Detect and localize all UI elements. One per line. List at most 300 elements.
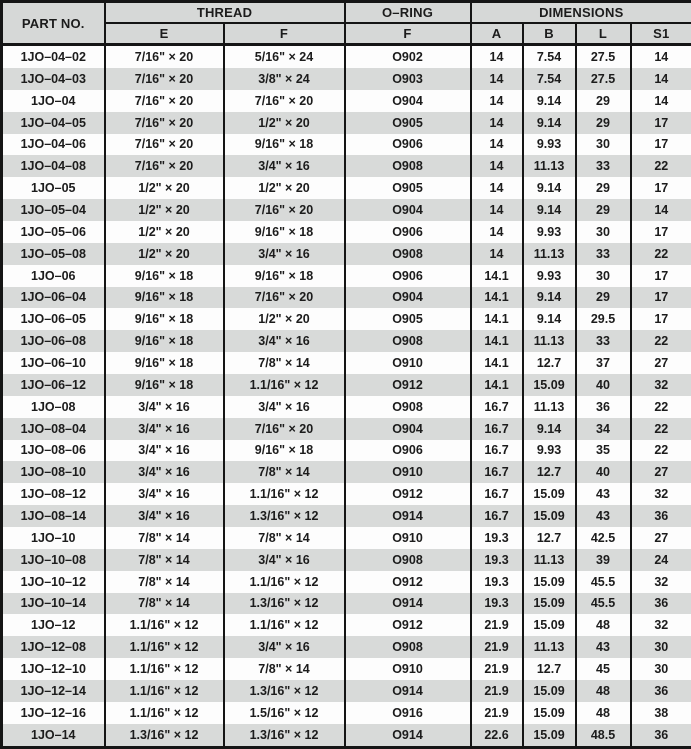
dim-s1-cell: 17 <box>631 177 691 199</box>
dim-l-cell: 29 <box>576 287 631 309</box>
thread-e-cell: 7/16" × 20 <box>105 90 224 112</box>
dim-l-cell: 45.5 <box>576 571 631 593</box>
dim-b-cell: 7.54 <box>523 68 576 90</box>
table-row <box>2 330 691 352</box>
thread-f-cell: 7/16" × 20 <box>224 199 345 221</box>
table-row <box>2 614 691 636</box>
oring-f-cell: O910 <box>345 527 471 549</box>
dim-b-cell: 15.09 <box>523 614 576 636</box>
dim-b-cell: 12.7 <box>523 352 576 374</box>
thread-f-cell: 1.5/16" × 12 <box>224 702 345 724</box>
part-no-cell: 1JO–06–05 <box>2 308 105 330</box>
thread-e-cell: 1.1/16" × 12 <box>105 636 224 658</box>
dim-b-cell: 9.14 <box>523 90 576 112</box>
oring-f-cell: O904 <box>345 287 471 309</box>
oring-f-cell: O904 <box>345 418 471 440</box>
dim-b-cell: 9.14 <box>523 112 576 134</box>
header-dim-a: A <box>471 23 523 45</box>
dim-a-cell: 14.1 <box>471 287 523 309</box>
dim-a-cell: 16.7 <box>471 483 523 505</box>
dim-l-cell: 40 <box>576 374 631 396</box>
part-no-cell: 1JO–14 <box>2 724 105 748</box>
dim-s1-cell: 27 <box>631 527 691 549</box>
dim-l-cell: 33 <box>576 330 631 352</box>
table-row <box>2 177 691 199</box>
dim-s1-cell: 14 <box>631 199 691 221</box>
dim-s1-cell: 32 <box>631 614 691 636</box>
thread-f-cell: 7/16" × 20 <box>224 90 345 112</box>
dim-l-cell: 30 <box>576 221 631 243</box>
dim-s1-cell: 24 <box>631 549 691 571</box>
thread-e-cell: 7/8" × 14 <box>105 571 224 593</box>
oring-f-cell: O905 <box>345 308 471 330</box>
oring-f-cell: O902 <box>345 45 471 68</box>
dim-b-cell: 9.14 <box>523 287 576 309</box>
thread-f-cell: 9/16" × 18 <box>224 265 345 287</box>
oring-f-cell: O908 <box>345 396 471 418</box>
table-row <box>2 45 691 68</box>
dim-s1-cell: 27 <box>631 352 691 374</box>
dim-b-cell: 12.7 <box>523 461 576 483</box>
table-row <box>2 549 691 571</box>
part-no-cell: 1JO–12–14 <box>2 680 105 702</box>
thread-e-cell: 7/16" × 20 <box>105 68 224 90</box>
oring-f-cell: O912 <box>345 614 471 636</box>
header-dim-l: L <box>576 23 631 45</box>
thread-f-cell: 3/4" × 16 <box>224 396 345 418</box>
dim-l-cell: 48 <box>576 702 631 724</box>
part-no-cell: 1JO–05–08 <box>2 243 105 265</box>
dim-a-cell: 14 <box>471 134 523 156</box>
thread-f-cell: 1.3/16" × 12 <box>224 724 345 748</box>
dim-b-cell: 15.09 <box>523 724 576 748</box>
table-row <box>2 308 691 330</box>
dim-s1-cell: 14 <box>631 45 691 68</box>
part-no-cell: 1JO–04 <box>2 90 105 112</box>
dim-l-cell: 48 <box>576 614 631 636</box>
dim-l-cell: 29 <box>576 90 631 112</box>
thread-e-cell: 3/4" × 16 <box>105 396 224 418</box>
table-row <box>2 702 691 724</box>
table-row <box>2 112 691 134</box>
table-body <box>2 45 691 748</box>
dim-l-cell: 37 <box>576 352 631 374</box>
part-no-cell: 1JO–08–12 <box>2 483 105 505</box>
part-no-cell: 1JO–10 <box>2 527 105 549</box>
table-row <box>2 636 691 658</box>
dim-l-cell: 35 <box>576 440 631 462</box>
oring-f-cell: O908 <box>345 243 471 265</box>
table-row <box>2 374 691 396</box>
thread-f-cell: 1.1/16" × 12 <box>224 483 345 505</box>
table-row <box>2 265 691 287</box>
dim-a-cell: 16.7 <box>471 505 523 527</box>
oring-f-cell: O908 <box>345 330 471 352</box>
table-row <box>2 352 691 374</box>
thread-f-cell: 5/16" × 24 <box>224 45 345 68</box>
dim-a-cell: 14 <box>471 155 523 177</box>
dim-b-cell: 11.13 <box>523 396 576 418</box>
oring-f-cell: O906 <box>345 221 471 243</box>
dim-b-cell: 12.7 <box>523 658 576 680</box>
thread-f-cell: 3/8" × 24 <box>224 68 345 90</box>
thread-f-cell: 3/4" × 16 <box>224 155 345 177</box>
dim-s1-cell: 36 <box>631 680 691 702</box>
thread-f-cell: 7/8" × 14 <box>224 461 345 483</box>
dim-l-cell: 40 <box>576 461 631 483</box>
thread-e-cell: 1/2" × 20 <box>105 243 224 265</box>
dim-l-cell: 30 <box>576 134 631 156</box>
dim-s1-cell: 32 <box>631 374 691 396</box>
part-no-cell: 1JO–08–06 <box>2 440 105 462</box>
dim-a-cell: 19.3 <box>471 549 523 571</box>
dim-a-cell: 14.1 <box>471 265 523 287</box>
table-row <box>2 155 691 177</box>
thread-f-cell: 1.1/16" × 12 <box>224 374 345 396</box>
thread-e-cell: 9/16" × 18 <box>105 287 224 309</box>
part-no-cell: 1JO–04–08 <box>2 155 105 177</box>
oring-f-cell: O906 <box>345 134 471 156</box>
part-no-cell: 1JO–05 <box>2 177 105 199</box>
part-no-cell: 1JO–12–08 <box>2 636 105 658</box>
part-no-cell: 1JO–10–14 <box>2 593 105 615</box>
dim-a-cell: 14 <box>471 68 523 90</box>
dim-a-cell: 14 <box>471 90 523 112</box>
dim-b-cell: 9.93 <box>523 440 576 462</box>
thread-e-cell: 1/2" × 20 <box>105 199 224 221</box>
dim-s1-cell: 17 <box>631 287 691 309</box>
oring-f-cell: O903 <box>345 68 471 90</box>
thread-e-cell: 3/4" × 16 <box>105 505 224 527</box>
header-thread-f: F <box>224 23 345 45</box>
dim-l-cell: 48.5 <box>576 724 631 748</box>
dim-b-cell: 11.13 <box>523 330 576 352</box>
oring-f-cell: O905 <box>345 112 471 134</box>
dim-s1-cell: 30 <box>631 658 691 680</box>
dim-b-cell: 15.09 <box>523 702 576 724</box>
dim-a-cell: 14 <box>471 221 523 243</box>
dim-s1-cell: 17 <box>631 265 691 287</box>
dim-a-cell: 19.3 <box>471 571 523 593</box>
thread-e-cell: 7/8" × 14 <box>105 549 224 571</box>
dim-a-cell: 16.7 <box>471 418 523 440</box>
header-thread-group: THREAD <box>105 2 345 24</box>
dim-l-cell: 39 <box>576 549 631 571</box>
header-oring-group: O–RING <box>345 2 471 24</box>
dim-b-cell: 15.09 <box>523 680 576 702</box>
table-row <box>2 418 691 440</box>
header-dim-b: B <box>523 23 576 45</box>
part-no-cell: 1JO–06 <box>2 265 105 287</box>
thread-f-cell: 7/8" × 14 <box>224 527 345 549</box>
oring-f-cell: O904 <box>345 199 471 221</box>
dim-a-cell: 14 <box>471 112 523 134</box>
part-no-cell: 1JO–04–02 <box>2 45 105 68</box>
dim-l-cell: 29.5 <box>576 308 631 330</box>
table-row <box>2 440 691 462</box>
table-row <box>2 680 691 702</box>
thread-e-cell: 9/16" × 18 <box>105 352 224 374</box>
table-row <box>2 505 691 527</box>
thread-e-cell: 7/8" × 14 <box>105 527 224 549</box>
dim-a-cell: 14.1 <box>471 374 523 396</box>
dim-a-cell: 14.1 <box>471 352 523 374</box>
dim-b-cell: 12.7 <box>523 527 576 549</box>
dim-l-cell: 33 <box>576 155 631 177</box>
table-row <box>2 287 691 309</box>
header-row-groups <box>2 2 691 24</box>
table-row <box>2 221 691 243</box>
dim-s1-cell: 14 <box>631 90 691 112</box>
thread-e-cell: 1/2" × 20 <box>105 177 224 199</box>
part-no-cell: 1JO–06–04 <box>2 287 105 309</box>
dim-s1-cell: 22 <box>631 330 691 352</box>
dim-l-cell: 42.5 <box>576 527 631 549</box>
table-row <box>2 461 691 483</box>
table-row <box>2 658 691 680</box>
table-row <box>2 593 691 615</box>
dim-s1-cell: 36 <box>631 505 691 527</box>
thread-e-cell: 9/16" × 18 <box>105 330 224 352</box>
thread-f-cell: 7/16" × 20 <box>224 287 345 309</box>
oring-f-cell: O908 <box>345 549 471 571</box>
dim-b-cell: 9.14 <box>523 308 576 330</box>
thread-e-cell: 1.3/16" × 12 <box>105 724 224 748</box>
oring-f-cell: O914 <box>345 724 471 748</box>
part-no-cell: 1JO–10–08 <box>2 549 105 571</box>
dim-b-cell: 9.93 <box>523 221 576 243</box>
dim-b-cell: 15.09 <box>523 593 576 615</box>
dim-a-cell: 21.9 <box>471 636 523 658</box>
table-row <box>2 527 691 549</box>
header-row-sub <box>2 23 691 45</box>
dim-a-cell: 16.7 <box>471 461 523 483</box>
thread-f-cell: 9/16" × 18 <box>224 440 345 462</box>
thread-f-cell: 3/4" × 16 <box>224 549 345 571</box>
dim-l-cell: 34 <box>576 418 631 440</box>
table-row <box>2 396 691 418</box>
dim-l-cell: 43 <box>576 636 631 658</box>
table-row <box>2 90 691 112</box>
dim-s1-cell: 22 <box>631 155 691 177</box>
dim-s1-cell: 22 <box>631 440 691 462</box>
part-no-cell: 1JO–12–10 <box>2 658 105 680</box>
thread-f-cell: 3/4" × 16 <box>224 243 345 265</box>
header-thread-e: E <box>105 23 224 45</box>
dim-b-cell: 15.09 <box>523 505 576 527</box>
dim-l-cell: 45.5 <box>576 593 631 615</box>
thread-f-cell: 3/4" × 16 <box>224 636 345 658</box>
dim-a-cell: 16.7 <box>471 396 523 418</box>
thread-f-cell: 7/8" × 14 <box>224 352 345 374</box>
dim-b-cell: 9.14 <box>523 418 576 440</box>
dim-l-cell: 27.5 <box>576 45 631 68</box>
dim-a-cell: 14 <box>471 45 523 68</box>
part-no-cell: 1JO–04–05 <box>2 112 105 134</box>
dim-b-cell: 15.09 <box>523 571 576 593</box>
table-row <box>2 571 691 593</box>
dim-b-cell: 9.14 <box>523 199 576 221</box>
dim-l-cell: 45 <box>576 658 631 680</box>
oring-f-cell: O906 <box>345 265 471 287</box>
dim-s1-cell: 36 <box>631 593 691 615</box>
dim-s1-cell: 32 <box>631 571 691 593</box>
dim-l-cell: 29 <box>576 177 631 199</box>
dim-l-cell: 33 <box>576 243 631 265</box>
dim-b-cell: 9.93 <box>523 134 576 156</box>
part-no-cell: 1JO–08 <box>2 396 105 418</box>
dim-a-cell: 14 <box>471 199 523 221</box>
oring-f-cell: O914 <box>345 505 471 527</box>
oring-f-cell: O910 <box>345 352 471 374</box>
dim-a-cell: 14.1 <box>471 308 523 330</box>
thread-e-cell: 3/4" × 16 <box>105 483 224 505</box>
dim-l-cell: 29 <box>576 112 631 134</box>
thread-e-cell: 1/2" × 20 <box>105 221 224 243</box>
dim-b-cell: 11.13 <box>523 549 576 571</box>
thread-f-cell: 1.3/16" × 12 <box>224 593 345 615</box>
dim-s1-cell: 38 <box>631 702 691 724</box>
dim-a-cell: 22.6 <box>471 724 523 748</box>
dim-a-cell: 14 <box>471 177 523 199</box>
thread-e-cell: 1.1/16" × 12 <box>105 658 224 680</box>
thread-e-cell: 3/4" × 16 <box>105 461 224 483</box>
header-oring-f: F <box>345 23 471 45</box>
dim-a-cell: 21.9 <box>471 614 523 636</box>
part-no-cell: 1JO–06–08 <box>2 330 105 352</box>
thread-f-cell: 1/2" × 20 <box>224 177 345 199</box>
dim-a-cell: 21.9 <box>471 680 523 702</box>
dim-s1-cell: 14 <box>631 68 691 90</box>
thread-e-cell: 1.1/16" × 12 <box>105 680 224 702</box>
thread-f-cell: 1/2" × 20 <box>224 308 345 330</box>
thread-e-cell: 1.1/16" × 12 <box>105 702 224 724</box>
thread-f-cell: 1.3/16" × 12 <box>224 680 345 702</box>
dim-s1-cell: 17 <box>631 221 691 243</box>
part-no-cell: 1JO–08–10 <box>2 461 105 483</box>
thread-e-cell: 9/16" × 18 <box>105 308 224 330</box>
thread-f-cell: 1.1/16" × 12 <box>224 614 345 636</box>
oring-f-cell: O912 <box>345 571 471 593</box>
dim-s1-cell: 17 <box>631 112 691 134</box>
dim-s1-cell: 22 <box>631 396 691 418</box>
thread-e-cell: 7/16" × 20 <box>105 134 224 156</box>
dim-b-cell: 9.14 <box>523 177 576 199</box>
dim-s1-cell: 32 <box>631 483 691 505</box>
dim-a-cell: 19.3 <box>471 527 523 549</box>
dim-l-cell: 48 <box>576 680 631 702</box>
dim-l-cell: 29 <box>576 199 631 221</box>
part-no-cell: 1JO–06–12 <box>2 374 105 396</box>
thread-e-cell: 7/8" × 14 <box>105 593 224 615</box>
thread-f-cell: 3/4" × 16 <box>224 330 345 352</box>
table-row <box>2 134 691 156</box>
oring-f-cell: O912 <box>345 483 471 505</box>
part-no-cell: 1JO–04–06 <box>2 134 105 156</box>
oring-f-cell: O904 <box>345 90 471 112</box>
oring-f-cell: O916 <box>345 702 471 724</box>
table-row <box>2 199 691 221</box>
dim-s1-cell: 22 <box>631 418 691 440</box>
dim-a-cell: 21.9 <box>471 702 523 724</box>
table-row <box>2 243 691 265</box>
dim-s1-cell: 17 <box>631 308 691 330</box>
dim-a-cell: 21.9 <box>471 658 523 680</box>
thread-e-cell: 9/16" × 18 <box>105 265 224 287</box>
oring-f-cell: O910 <box>345 658 471 680</box>
dim-l-cell: 30 <box>576 265 631 287</box>
oring-f-cell: O914 <box>345 593 471 615</box>
part-no-cell: 1JO–04–03 <box>2 68 105 90</box>
dim-a-cell: 16.7 <box>471 440 523 462</box>
thread-f-cell: 9/16" × 18 <box>224 134 345 156</box>
dim-b-cell: 9.93 <box>523 265 576 287</box>
dim-s1-cell: 17 <box>631 134 691 156</box>
part-no-cell: 1JO–10–12 <box>2 571 105 593</box>
table-row <box>2 483 691 505</box>
part-no-cell: 1JO–08–14 <box>2 505 105 527</box>
oring-f-cell: O906 <box>345 440 471 462</box>
dim-l-cell: 27.5 <box>576 68 631 90</box>
table-header <box>2 2 691 45</box>
dim-s1-cell: 36 <box>631 724 691 748</box>
dim-l-cell: 43 <box>576 483 631 505</box>
thread-e-cell: 1.1/16" × 12 <box>105 614 224 636</box>
thread-f-cell: 7/8" × 14 <box>224 658 345 680</box>
thread-f-cell: 1.1/16" × 12 <box>224 571 345 593</box>
oring-f-cell: O905 <box>345 177 471 199</box>
dim-s1-cell: 22 <box>631 243 691 265</box>
dim-b-cell: 15.09 <box>523 374 576 396</box>
dim-s1-cell: 27 <box>631 461 691 483</box>
dim-b-cell: 7.54 <box>523 45 576 68</box>
oring-f-cell: O914 <box>345 680 471 702</box>
part-no-cell: 1JO–05–06 <box>2 221 105 243</box>
thread-f-cell: 1.3/16" × 12 <box>224 505 345 527</box>
thread-e-cell: 7/16" × 20 <box>105 45 224 68</box>
oring-f-cell: O908 <box>345 155 471 177</box>
oring-f-cell: O910 <box>345 461 471 483</box>
dim-b-cell: 11.13 <box>523 243 576 265</box>
table-row <box>2 68 691 90</box>
dim-l-cell: 36 <box>576 396 631 418</box>
dim-s1-cell: 30 <box>631 636 691 658</box>
thread-e-cell: 7/16" × 20 <box>105 155 224 177</box>
thread-e-cell: 7/16" × 20 <box>105 112 224 134</box>
dim-l-cell: 43 <box>576 505 631 527</box>
dim-b-cell: 11.13 <box>523 155 576 177</box>
header-part-no: PART NO. <box>2 2 105 45</box>
thread-f-cell: 7/16" × 20 <box>224 418 345 440</box>
oring-f-cell: O912 <box>345 374 471 396</box>
thread-f-cell: 1/2" × 20 <box>224 112 345 134</box>
thread-e-cell: 3/4" × 16 <box>105 440 224 462</box>
part-no-cell: 1JO–12 <box>2 614 105 636</box>
dim-b-cell: 15.09 <box>523 483 576 505</box>
table-row <box>2 724 691 748</box>
dim-a-cell: 14 <box>471 243 523 265</box>
part-no-cell: 1JO–06–10 <box>2 352 105 374</box>
part-no-cell: 1JO–05–04 <box>2 199 105 221</box>
dim-b-cell: 11.13 <box>523 636 576 658</box>
header-dim-s1: S1 <box>631 23 691 45</box>
oring-f-cell: O908 <box>345 636 471 658</box>
thread-e-cell: 3/4" × 16 <box>105 418 224 440</box>
part-no-cell: 1JO–08–04 <box>2 418 105 440</box>
dim-a-cell: 14.1 <box>471 330 523 352</box>
thread-e-cell: 9/16" × 18 <box>105 374 224 396</box>
part-no-cell: 1JO–12–16 <box>2 702 105 724</box>
